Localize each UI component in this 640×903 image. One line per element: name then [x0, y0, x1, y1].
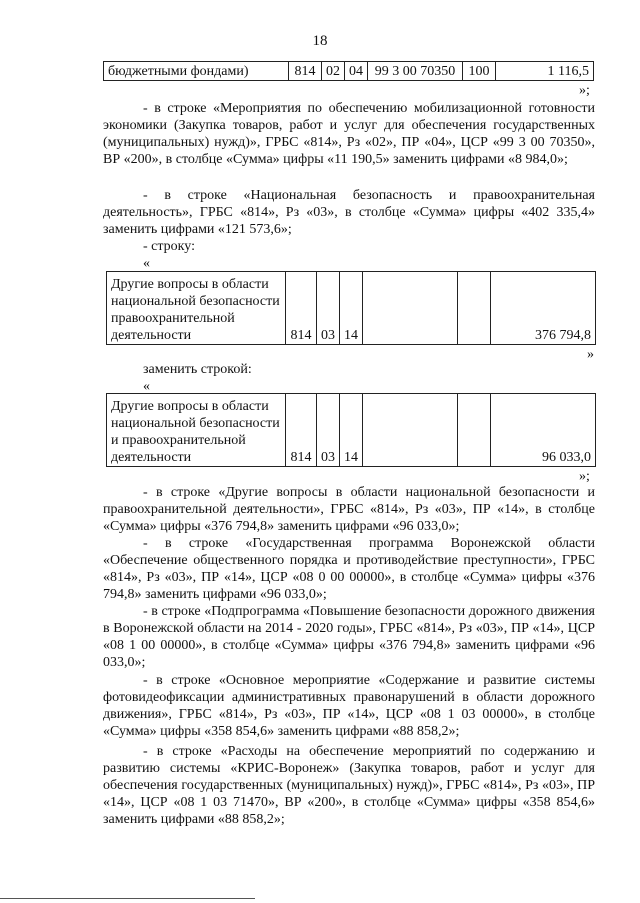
table-cell-sum: 376 794,8 — [491, 272, 596, 345]
table-cell-rz: 03 — [317, 394, 340, 467]
paragraph: - в строке «Мероприятия по обеспечению мобилизационной готовности экономики (Закупка товаров, работ и услуг для обеспечения государственных (муниципальных) нужд)», ГРБС «814», Рз «02», ПР «04», ЦСР «99 3 00 70350», ВР «200», в столбце «Сумма» цифры «11 190,5» заменить цифрами «8 984,0»; — [103, 101, 595, 167]
table-cell-csr — [363, 394, 458, 467]
table-cell-grbs: 814 — [289, 62, 322, 81]
table-row — [104, 62, 594, 81]
table-cell-vr — [458, 394, 491, 467]
closing-quote: »; — [579, 83, 590, 98]
table-cell-rz: 02 — [322, 62, 345, 81]
paragraph: - в строке «Подпрограмма «Повышение безопасности дорожного движения в Воронежской области на 2014 - 2020 годы», ГРБС «814», Рз «03», ПР «14», ЦСР «08 1 00 00000», в столбце «Сумма» цифры «376 794,8» заменить цифрами «96 033,0»; — [103, 604, 595, 670]
table-cell-pr: 14 — [340, 394, 363, 467]
table-row — [107, 394, 596, 467]
budget-table-old — [106, 271, 596, 345]
opening-quote: « — [143, 379, 150, 394]
paragraph: - в строке «Другие вопросы в области национальной безопасности и правоохранительной деятельности», ГРБС «814», Рз «03», ПР «14», в столбце «Сумма» цифры «376 794,8» заменить цифрами «96 033,0»; — [103, 485, 595, 534]
table-cell-name: Другие вопросы в области национальной безопасности правоохранительной деятельности — [107, 272, 286, 345]
table-cell-pr: 04 — [345, 62, 368, 81]
budget-table-new — [106, 393, 596, 467]
opening-quote: « — [143, 256, 150, 271]
bottom-rule — [0, 898, 255, 899]
table-cell-csr — [363, 272, 458, 345]
paragraph: - в строке «Расходы на обеспечение мероприятий по содержанию и развитию системы «КРИС-Воронеж» (Закупка товаров, работ и услуг для обеспечения государственных (муниципальных) нужд)», ГРБС «814», Рз «03», ПР «14», ЦСР «08 1 03 71470», ВР «200», в столбце «Сумма» цифры «358 854,6» заменить цифрами «88 858,2»; — [103, 744, 595, 827]
closing-quote: »; — [579, 469, 590, 484]
table-cell-pr: 14 — [340, 272, 363, 345]
table-row — [107, 272, 596, 345]
table-cell-sum: 96 033,0 — [491, 394, 596, 467]
table-cell-name: Другие вопросы в области национальной безопасности и правоохранительной деятельности — [107, 394, 286, 467]
table-cell-vr — [458, 272, 491, 345]
paragraph: - в строке «Основное мероприятие «Содержание и развитие системы фотовидеофиксации административных правонарушений в области дорожного движения», ГРБС «814», Рз «03», ПР «14», ЦСР «08 1 03 00000», в столбце «Сумма» цифры «358 854,6» заменить цифрами «88 858,2»; — [103, 673, 595, 739]
table-cell-vr: 100 — [463, 62, 496, 81]
label-stroku: - строку: — [143, 239, 195, 254]
closing-quote: » — [587, 347, 594, 362]
table-cell-csr: 99 3 00 70350 — [368, 62, 463, 81]
paragraph: - в строке «Государственная программа Воронежской области «Обеспечение общественного порядка и противодействие преступности», ГРБС «814», Рз «03», ПР «14», ЦСР «08 0 00 00000», в столбце «Сумма» цифры «376 794,8» заменить цифрами «96 033,0»; — [103, 536, 595, 602]
table-cell-name: бюджетными фондами) — [104, 62, 289, 81]
table-cell-rz: 03 — [317, 272, 340, 345]
paragraph: - в строке «Национальная безопасность и правоохранительная деятельность», ГРБС «814», Рз «03», в столбце «Сумма» цифры «402 335,4» заменить цифрами «121 573,6»; — [103, 188, 595, 237]
table-cell-grbs: 814 — [286, 394, 317, 467]
page-number: 18 — [312, 33, 328, 49]
table-cell-sum: 1 116,5 — [496, 62, 594, 81]
budget-table-top — [103, 61, 594, 81]
label-replace: заменить строкой: — [143, 362, 252, 377]
table-cell-grbs: 814 — [286, 272, 317, 345]
